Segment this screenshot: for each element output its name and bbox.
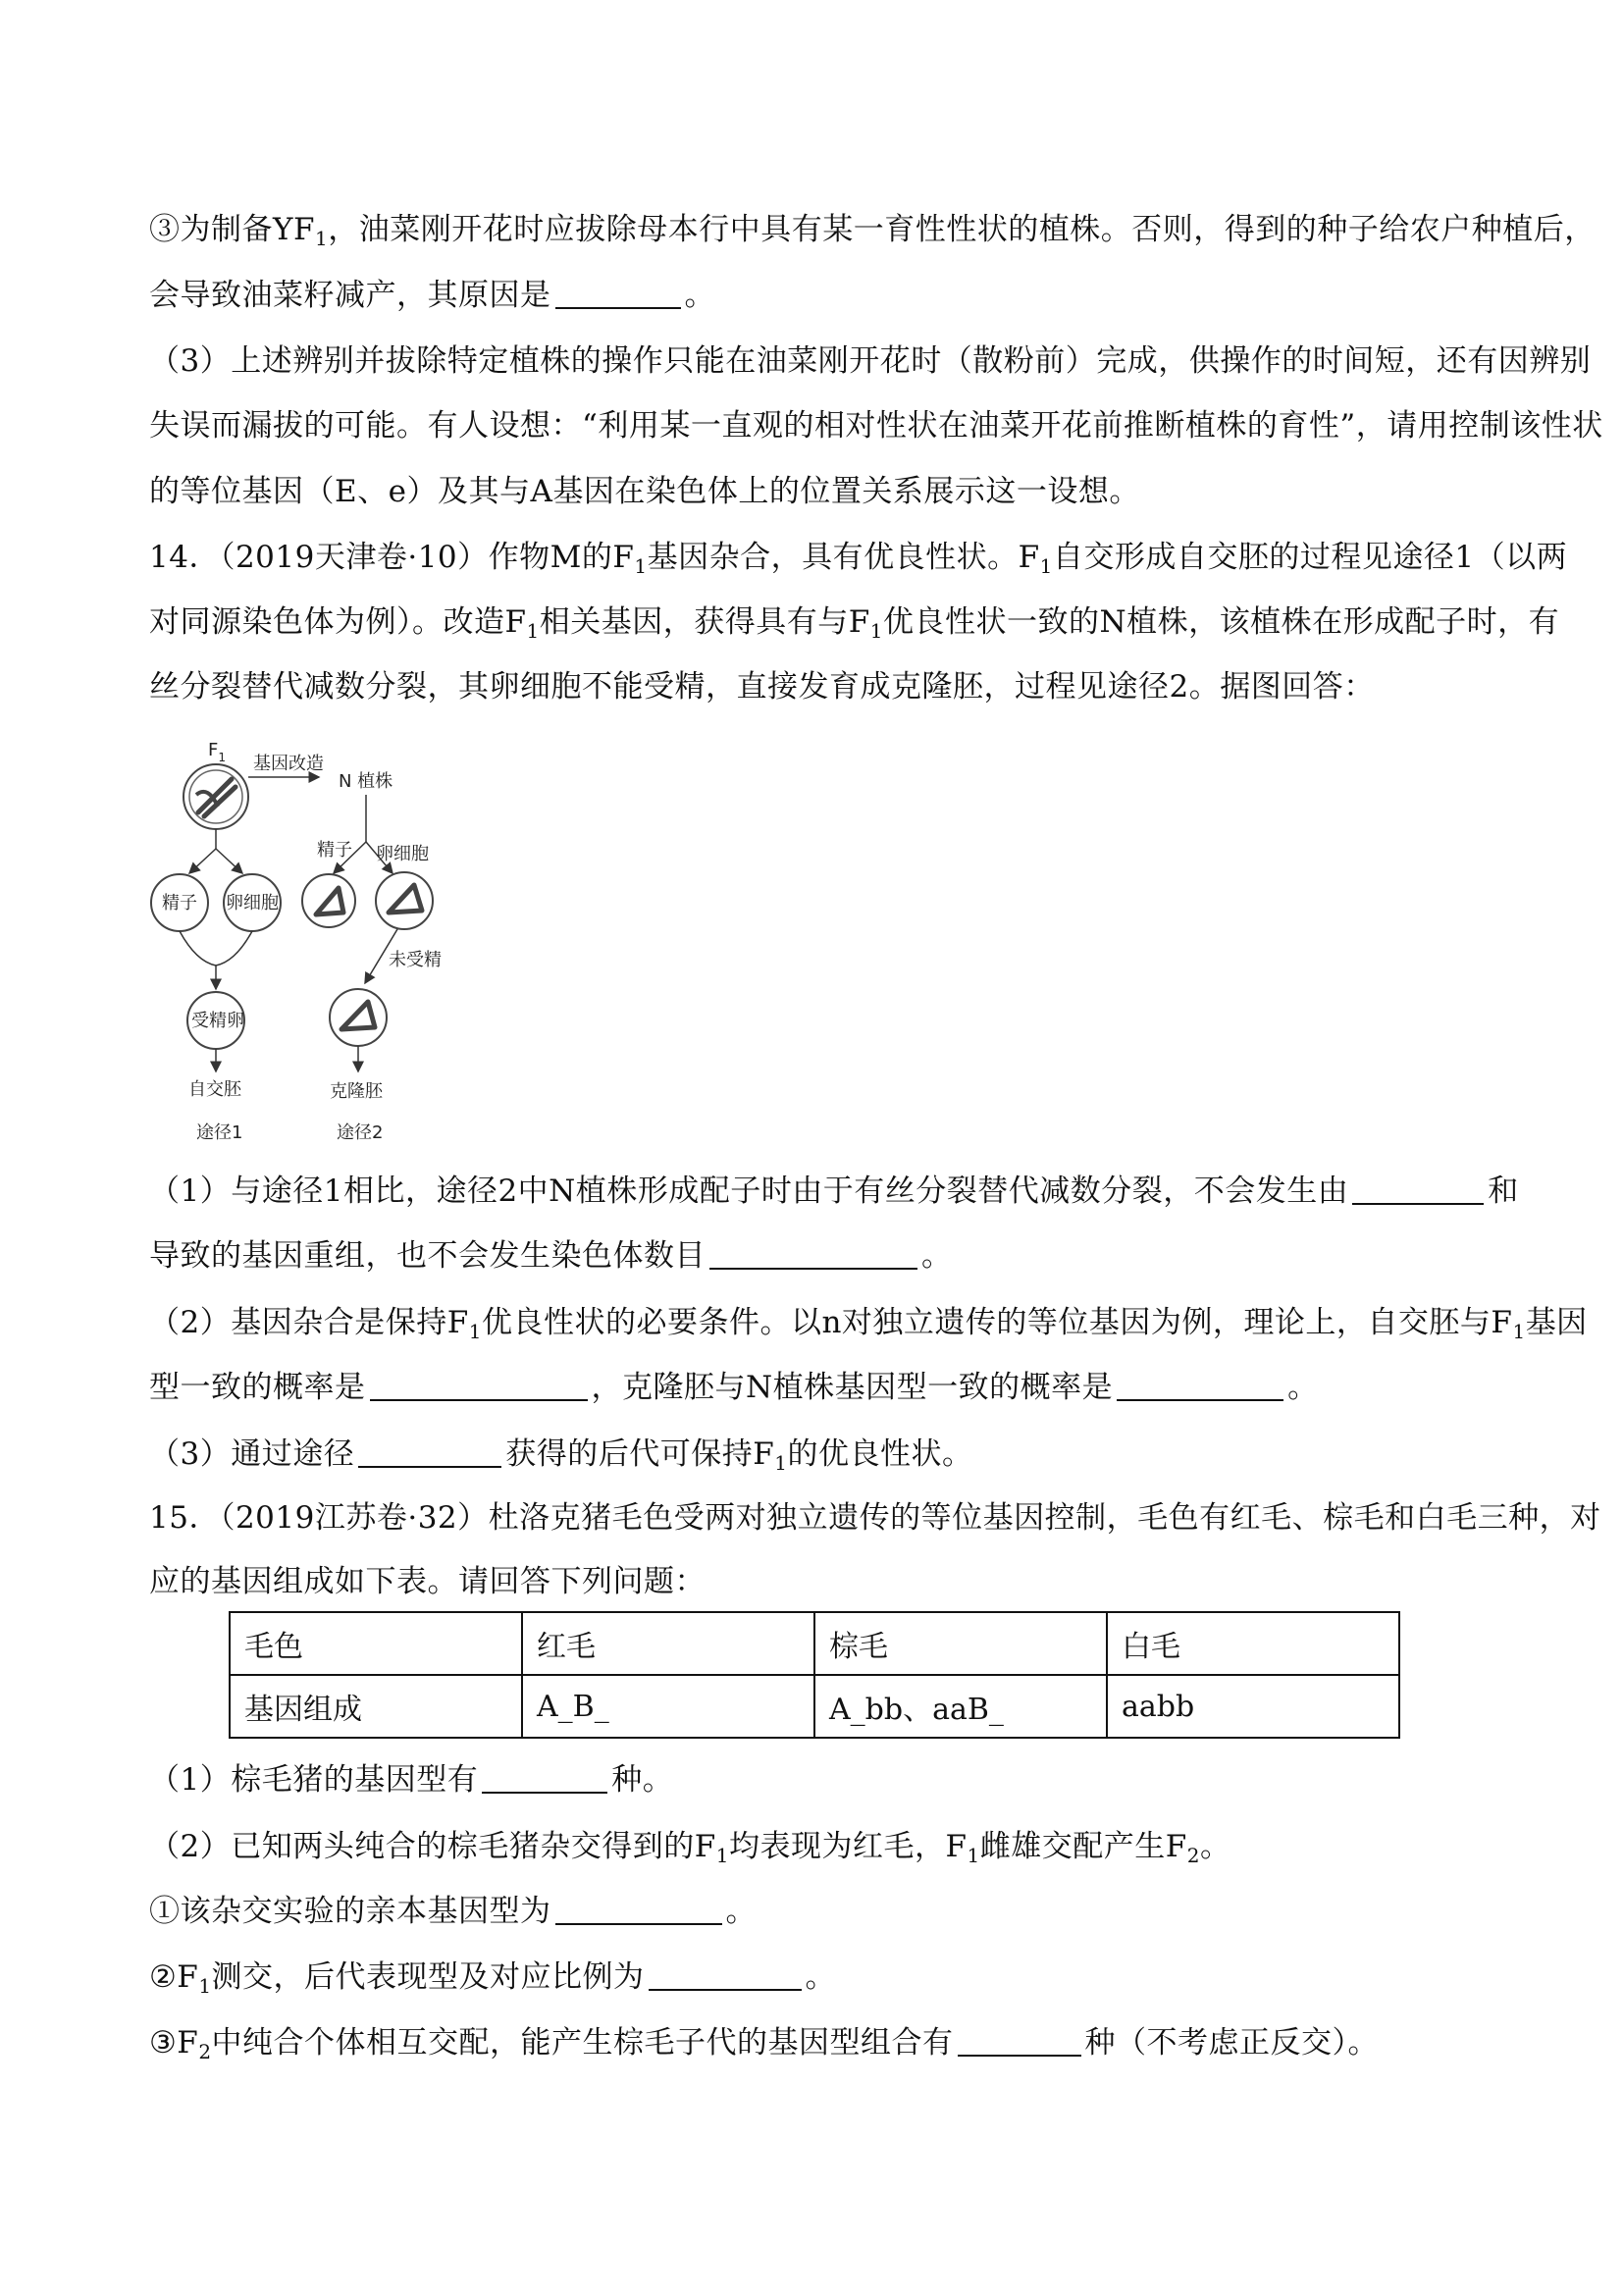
answer-blank[interactable] — [555, 1894, 722, 1925]
f1-chromosomes — [198, 779, 236, 816]
table-cell: 基因组成 — [230, 1675, 522, 1738]
table-cell: A_B_ — [522, 1675, 814, 1738]
q15-stem-line1: 15．（2019江苏卷·32）杜洛克猪毛色受两对独立遗传的等位基因控制，毛色有红毛、棕毛和白毛三种，对 — [149, 1500, 1601, 1536]
coat-color-genotype-table — [229, 1611, 1400, 1739]
answer-blank[interactable] — [555, 278, 681, 309]
q-sub3-line3: 的等位基因（E、e）及其与A基因在染色体上的位置关系展示这一设想。 — [149, 474, 1140, 509]
egg-label-2: 卵细胞 — [376, 844, 429, 864]
table-cell: 棕毛 — [814, 1612, 1107, 1675]
answer-blank[interactable] — [649, 1959, 802, 1991]
q-sub3-line2: 失误而漏拔的可能。有人设想：“利用某一直观的相对性状在油菜开花前推断植株的育性”，请用控制该性状 — [149, 408, 1603, 444]
q14-sub2-line1: （2）基因杂合是保持$F_1$优良性状的必要条件。以n对独立遗传的等位基因为例，理论上，自交胚与$F_1$基因 — [149, 1305, 1588, 1343]
egg-label-1: 卵细胞 — [226, 893, 279, 913]
q15-item3: $③F_2$中纯合个体相互交配，能产生棕毛子代的基因型组合有 种（不考虑正反交）。 — [149, 2025, 1380, 2063]
table-header-row — [230, 1612, 1399, 1675]
path2-label: 途径2 — [337, 1122, 384, 1143]
table-cell: aabb — [1107, 1675, 1399, 1738]
table-cell: 白毛 — [1107, 1612, 1399, 1675]
q14-sub2-line2: 型一致的概率是 ，克隆胚与N植株基因型一致的概率是 。 — [149, 1370, 1319, 1405]
answer-blank[interactable] — [1352, 1174, 1484, 1205]
unfertilized-label: 未受精 — [389, 950, 442, 970]
egg-chromosomes-2 — [389, 885, 422, 913]
q15-item1: ①该杂交实验的亲本基因型为 。 — [149, 1894, 757, 1929]
q14-stem-line2: 对同源染色体为例）。改造$F_1$相关基因，获得具有与$F_1$优良性状一致的N植株，该植株在形成配子时，有 — [149, 604, 1560, 643]
fertilization-lines — [180, 931, 252, 965]
answer-blank[interactable] — [958, 2025, 1081, 2057]
f1-label: $F_1$ — [208, 740, 226, 764]
q15-stem-line2: 应的基因组成如下表。请回答下列问题： — [149, 1564, 706, 1599]
table-cell: 毛色 — [230, 1612, 522, 1675]
answer-blank[interactable] — [482, 1762, 607, 1794]
sperm-label-1: 精子 — [162, 893, 197, 913]
answer-blank[interactable] — [709, 1238, 917, 1270]
q14-sub1-line2: 导致的基因重组，也不会发生染色体数目 。 — [149, 1238, 953, 1274]
q15-sub1: （1）棕毛猪的基因型有 种。 — [149, 1762, 674, 1798]
clone-embryo-label: 克隆胚 — [330, 1081, 383, 1102]
clone-chromosomes — [341, 1002, 375, 1029]
clone-cell — [330, 989, 387, 1046]
q14-sub3: （3）通过途径 获得的后代可保持$F_1$的优良性状。 — [149, 1436, 973, 1475]
q15-sub2: （2）已知两头纯合的棕毛猪杂交得到的$F_1$均表现为红毛，$F_1$雌雄交配产生$F_2$。 — [149, 1829, 1231, 1867]
q14-stem-line3: 丝分裂替代减数分裂，其卵细胞不能受精，直接发育成克隆胚，过程见途径2。据图回答： — [149, 669, 1375, 704]
q-item-3-line2: 会导致油菜籽减产，其原因是 。 — [149, 278, 715, 313]
q-sub3-line1: （3）上述辨别并拔除特定植株的操作只能在油菜刚开花时（散粉前）完成，供操作的时间短，还有因辨别 — [149, 343, 1592, 379]
answer-blank[interactable] — [1117, 1370, 1283, 1401]
n-plant-label: N 植株 — [339, 771, 393, 792]
zygote-label: 受精卵 — [191, 1011, 244, 1031]
self-embryo-label: 自交胚 — [188, 1079, 241, 1100]
table-row — [230, 1675, 1399, 1738]
q15-item2: $②F_1$测交，后代表现型及对应比例为 。 — [149, 1959, 837, 1998]
table-cell: 红毛 — [522, 1612, 814, 1675]
reproduction-pathway-figure — [147, 726, 481, 1148]
table-cell: A_bb、aaB_ — [814, 1675, 1107, 1738]
sperm-label-2: 精子 — [317, 840, 352, 861]
egg-cell-2 — [376, 872, 433, 929]
q14-stem-line1: 14．（2019天津卷·10）作物M的$F_1$基因杂合，具有优良性状。$F_1$自交形成自交胚的过程见途径1（以两 — [149, 540, 1568, 578]
answer-blank[interactable] — [358, 1436, 501, 1468]
gene-mod-label: 基因改造 — [253, 754, 324, 774]
q-item-3-line1: ③为制备$YF_1$，油菜刚开花时应拔除母本行中具有某一育性性状的植株。否则，得到的种子给农户种植后， — [149, 212, 1596, 250]
q14-sub1-line1: （1）与途径1相比，途径2中N植株形成配子时由于有丝分裂替代减数分裂，不会发生由 和 — [149, 1174, 1519, 1209]
answer-blank[interactable] — [370, 1370, 588, 1401]
path1-label: 途径1 — [196, 1122, 243, 1143]
sperm-chromosomes-2 — [316, 888, 343, 914]
